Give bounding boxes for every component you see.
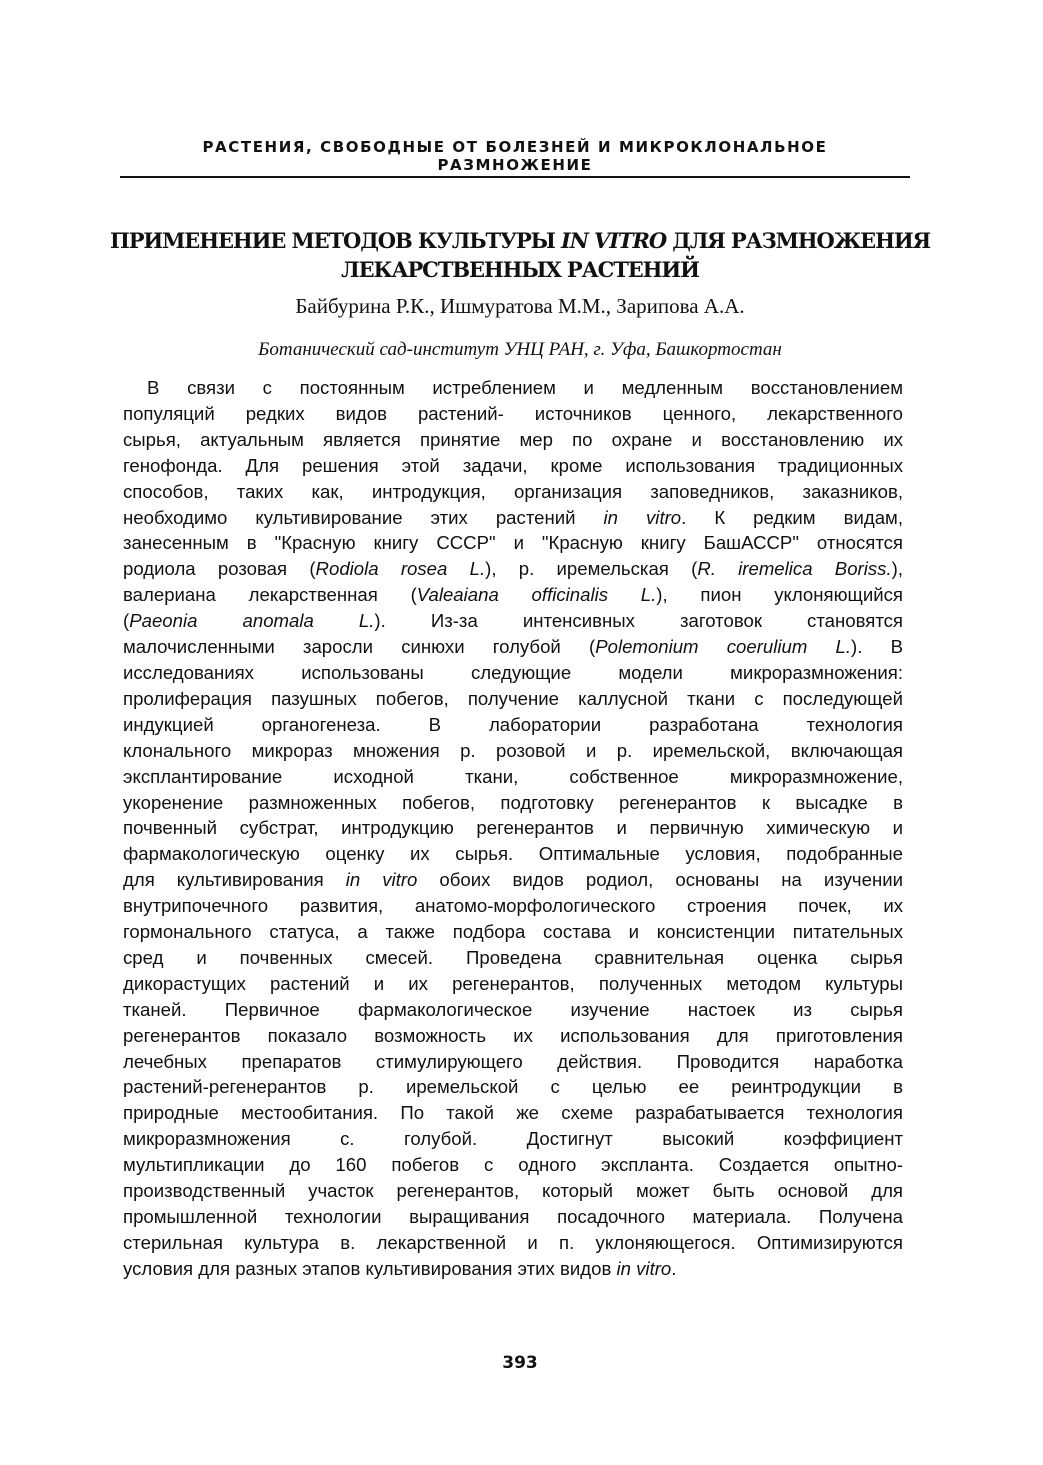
header-rule [120,176,910,178]
body-line: почвенный субстрат, интродукцию регенерантов и первичную химическую и [123,817,903,839]
body-line [123,505,903,531]
article-body [123,375,903,1282]
body-line: укоренение размноженных побегов, подготовку регенерантов к высадке в [123,791,903,813]
italic-term: Valeaiana officinalis L. [416,584,657,606]
body-line [123,582,903,608]
body-text-segment: ), [891,558,903,580]
body-line: индукцией органогенеза. В лаборатории разработана технология [123,713,903,735]
body-line: природные местообитания. По такой же схеме разрабатывается технология [123,1102,903,1124]
body-line: исследованиях использованы следующие модели микроразмножения: [123,661,903,683]
italic-term: Paeonia anomala L. [129,610,375,632]
body-line: лечебных препаратов стимулирующего действия. Проводится наработка [123,1050,903,1072]
title-part-2: ДЛЯ РАЗМНОЖЕНИЯ [666,228,930,253]
body-text-segment: ), р. иремельская ( [485,558,698,580]
title-line-1 [90,226,950,255]
body-line: производственный участок регенерантов, который может быть основой для [123,1180,903,1202]
body-line: сред и почвенных смесей. Проведена сравнительная оценка сырья [123,946,903,968]
body-line: микроразмножения с. голубой. Достигнут высокий коэффициент [123,1128,903,1150]
body-text-segment: необходимо культивирование этих растений [123,506,604,528]
body-line: гормонального статуса, а также подбора состава и консистенции питательных [123,921,903,943]
page-number: 393 [502,1353,538,1373]
body-line: регенерантов показало возможность их использования для приготовления [123,1024,903,1046]
body-text-segment: малочисленными заросли синюхи голубой ( [123,636,596,658]
body-text-segment: валериана лекарственная ( [123,584,417,606]
body-line: дикорастущих растений и их регенерантов, полученных методом культуры [123,972,903,994]
body-text-segment: . [671,1257,677,1279]
body-line [123,556,903,582]
body-text-segment: обоих видов родиол, основаны на изучении [417,869,903,891]
body-line: тканей. Первичное фармакологическое изучение настоек из сырья [123,998,903,1020]
article-affiliation: Ботанический сад-институт УНЦ РАН, г. Уфа, Башкортостан [258,339,782,360]
body-text-segment: ). В [851,636,903,658]
body-line: фармакологическую оценку их сырья. Оптимальные условия, подобранные [123,843,903,865]
body-text-segment: ). Из-за интенсивных заготовок становятся [374,610,903,632]
body-line [123,867,903,893]
body-line: промышленной технологии выращивания посадочного материала. Получена [123,1206,903,1227]
running-head-line-1: РАСТЕНИЯ, СВОБОДНЫЕ ОТ БОЛЕЗНЕЙ И МИКРОКЛОНАЛЬНОЕ [202,138,828,156]
body-line [123,1256,903,1282]
body-text-segment: ( [123,610,130,632]
italic-term: Rodiola rosea L. [315,558,486,580]
italic-term: in vitro [603,506,682,528]
body-line: способов, таких как, интродукция, организация заповедников, заказников, [123,480,903,502]
body-line: внутрипочечного развития, анатомо-морфологического строения почек, их [123,895,903,917]
body-line: растений-регенерантов р. иремельской с целью ее реинтродукции в [123,1076,903,1098]
running-head-line-2: РАЗМНОЖЕНИЕ [437,156,593,174]
body-line: клонального микрораз множения р. розовой и р. иремельской, включающая [123,739,903,761]
body-line: стерильная культура в. лекарственной и п. уклоняющегося. Оптимизируются [123,1231,903,1253]
body-line: пролиферация пазушных побегов, получение каллусной ткани с последующей [123,687,903,709]
body-line: сырья, актуальным является принятие мер по охране и восстановлению их [123,428,903,450]
italic-term: in vitro [616,1257,672,1279]
body-text-segment: условия для разных этапов культивирования этих видов [123,1257,617,1279]
body-line [123,634,903,660]
body-line: В связи с постоянным истреблением и медленным восстановлением [147,377,903,398]
italic-term: in vitro [345,869,418,891]
title-part-1: ПРИМЕНЕНИЕ МЕТОДОВ КУЛЬТУРЫ [109,228,561,253]
body-text-segment: . К редким видам, [681,506,903,528]
body-text-segment: родиола розовая ( [123,558,316,580]
article-title [90,226,950,284]
body-line: занесенным в "Красную книгу СССР" и "Красную книгу БашАССР" относятся [123,532,903,554]
body-text-segment: ), пион уклоняющийся [656,584,903,606]
body-line [123,608,903,634]
body-line: популяций редких видов растений- источников ценного, лекарственного [123,402,903,424]
title-line-2: ЛЕКАРСТВЕННЫХ РАСТЕНИЙ [341,257,699,282]
body-line: мультипликации до 160 побегов с одного эксплантa. Создается опытно- [123,1154,903,1176]
article-authors: Байбурина Р.К., Ишмуратова М.М., Зарипова А.А. [295,294,745,318]
body-text-segment: для культивирования [123,869,346,891]
body-line: эксплантирование исходной ткани, собственное микроразмножение, [123,765,903,787]
title-italic: IN VITRO [561,228,667,253]
running-head [120,138,910,174]
italic-term: Polemonium coerulium L. [595,636,852,658]
body-line: генофонда. Для решения этой задачи, кроме использования традиционных [123,454,903,476]
italic-term: R. iremelica Boriss. [697,558,892,580]
